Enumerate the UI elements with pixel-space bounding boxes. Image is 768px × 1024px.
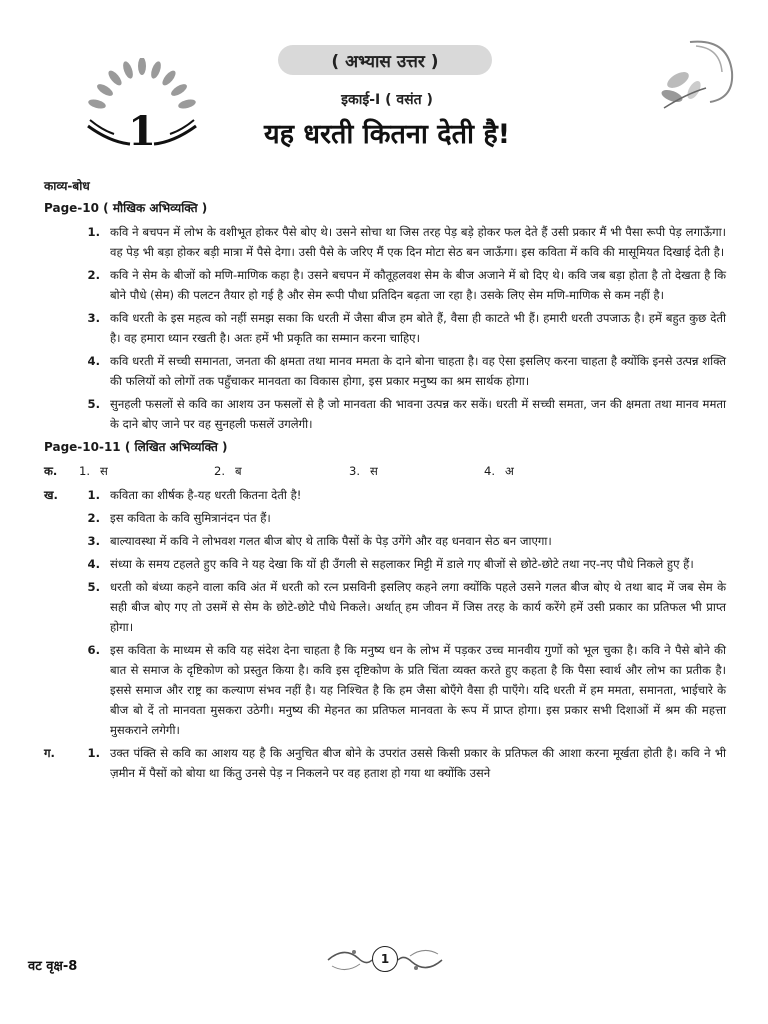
section-label: ख.	[44, 488, 58, 502]
mcq-answer: 4. अ	[483, 464, 514, 478]
written-answer	[44, 485, 726, 505]
unit-label: इकाई-I ( वसंत )	[341, 92, 433, 108]
answer-number: 5.	[87, 397, 100, 411]
answer-number: 3.	[87, 534, 100, 548]
oral-answer	[44, 394, 726, 434]
answer-text: कविता का शीर्षक है-यह धरती कितना देती है!	[110, 488, 302, 502]
page-heading-written: Page-10-11 ( लिखित अभिव्यक्ति )	[44, 440, 228, 454]
poem-title: यह धरती कितना देती है!	[263, 119, 511, 150]
answer-text: कवि ने बचपन में लोभ के वशीभूत होकर पैसे बोए थे। उसने सोचा था जिस तरह पेड़ बड़े होकर फल देते हैं उसी प्रकार मैं भी पैसा रूपी पेड़ लगाऊँगा। वह पेड़ भी बड़ा होकर बड़ी मात्रा में पैसे देगा। उसी पैसे के जरिए मैं एक दिन मोटा सेठ बन जाऊँगा। इस कविता में कवि की मासूमियत दिखाई देती है।	[110, 225, 726, 259]
answer-text: इस कविता के माध्यम से कवि यह संदेश देना चाहता है कि मनुष्य धन के लोभ में पड़कर उच्च मानवीय गुणों को भूल चुका है। कवि ने पैसे बोने की बात से समाज के दृष्टिकोण को प्रस्तुत किया है। कवि इस दृष्टिकोण के प्रति चिंता व्यक्त करते हुए कहता है कि पैसा स्वार्थ और लोभ का प्रतीक है। इससे समाज और राष्ट्र का कल्याण संभव नहीं है। यह निश्चित है कि हम जैसा बोएँगे वैसा ही पाएँगे। यदि धरती में हम ममता, समानता, भाईचारे के बीज बो दें तो मानवता मुसकरा उठेगी। मनुष्य की मेहनत का प्रतिफल मानवता के रूप में प्राप्त होगा। इस प्रकार सभी दिशाओं में श्रम की महत्ता मुसकराने लगेगी।	[110, 643, 726, 737]
answer-number: 2.	[87, 511, 100, 525]
answer-text: उक्त पंक्ति से कवि का आशय यह है कि अनुचित बीज बोने के उपरांत उससे किसी प्रकार के प्रतिफल की आशा करना मूर्खता होती है। कवि ने भी ज़मीन में पैसों को बोया था किंतु उनसे पेड़ न निकलने पर वह हताश हो गया था क्योंकि उसने	[110, 746, 726, 780]
oral-answer	[44, 265, 726, 305]
floral-ornament-icon	[650, 28, 742, 120]
answer-text: बाल्यावस्था में कवि ने लोभवश गलत बीज बोए थे ताकि पैसों के पेड़ उगेंगे और वह धनवान सेठ बन जाएगा।	[110, 534, 552, 548]
page-heading-oral: Page-10 ( मौखिक अभिव्यक्ति )	[44, 201, 208, 215]
written-answer	[44, 640, 726, 740]
answer-text: धरती को बंध्या कहने वाला कवि अंत में धरती को रत्न प्रसविनी इसलिए कहने लगा क्योंकि पहले उसने गलत बीज बोए थे तथा बाद में जब सेम के सही बीज बोए गए तो उसमें से सेम के छोटे-छोटे पौधे निकले। अर्थात् हम जीवन में जिस तरह के कार्य करेंगे हमें उसी प्रकार का प्रतिफल भी प्राप्त होगा।	[110, 580, 726, 634]
oral-answer	[44, 351, 726, 391]
page-number	[372, 946, 398, 972]
written-answer	[44, 531, 726, 551]
section-tag-text: ( अभ्यास उत्तर )	[331, 51, 439, 72]
answer-text: कवि ने सेम के बीजों को मणि-माणिक कहा है। उसने बचपन में कौतूहलवश सेम के बीज अजाने में बो दिए थे। कवि जब बड़ा होता है तो देखता है कि बोने पौधे (सेम) की पलटन तैयार हो गई है और सेम रूपी पौधा प्रतिदिन बढ़ता जा रहा है। उसके लिए सेम मणि-माणिक से कम नहीं है।	[110, 268, 726, 302]
answer-text: इस कविता के कवि सुमित्रानंदन पंत हैं।	[110, 511, 271, 525]
answer-number: 4.	[87, 354, 100, 368]
mcq-answer: 2. ब	[213, 464, 242, 478]
section-heading: काव्य-बोध	[44, 179, 90, 193]
book-name: वट वृक्ष-8	[28, 959, 78, 974]
chapter-number: 1	[128, 108, 156, 155]
answer-content	[44, 176, 726, 786]
answer-number: 6.	[87, 643, 100, 657]
written-answer	[44, 577, 726, 637]
answer-number: 3.	[87, 311, 100, 325]
oral-answer	[44, 308, 726, 348]
answer-text: कवि धरती में सच्ची समानता, जनता की क्षमता तथा मानव ममता के दाने बोना चाहता है। वह ऐसा इसलिए करना चाहता है क्योंकि इनसे उत्पन्न शक्ति की फलियों को लोगों तक पहुँचाकर मानवता का विकास होगा, इस प्रकार मनुष्य का श्रम सार्थक होगा।	[110, 354, 726, 388]
page-number-text: 1	[380, 952, 390, 966]
mcq-answers	[44, 461, 726, 481]
mcq-label: क.	[44, 464, 58, 478]
answer-number: 1.	[87, 225, 100, 239]
answer-text: संध्या के समय टहलते हुए कवि ने यह देखा कि यों ही उँगली से सहलाकर मिट्टी में डाले गए बीजों से छोटे-छोटे तथा नए-नए पौधे निकले हुए हैं।	[110, 557, 694, 571]
section-tag	[278, 45, 492, 75]
answer-text: कवि धरती के इस महत्व को नहीं समझ सका कि धरती में जैसा बीज हम बोते हैं, वैसा ही काटते भी हैं। हमारी धरती उपजाऊ है। हमें बहुत कुछ देती है। वह हमारा ध्यान रखती है। अतः हमें भी प्रकृति का सम्मान करना चाहिए।	[110, 311, 726, 345]
written-answer	[44, 508, 726, 528]
answer-number: 2.	[87, 268, 100, 282]
answer-number: 1.	[87, 488, 100, 502]
answer-number: 1.	[87, 746, 100, 760]
section-label: ग.	[44, 746, 55, 760]
written-answer	[44, 743, 726, 783]
answer-text: सुनहली फसलों से कवि का आशय उन फसलों से है जो मानवता की भावना उत्पन्न कर सकें। धरती में सच्ची समता, जन की क्षमता तथा मानव ममता के दाने बोए जाने पर वह सुनहली फसलें उगलेगी।	[110, 397, 726, 431]
mcq-answer: 3. स	[348, 464, 378, 478]
chapter-badge	[80, 58, 204, 168]
oral-answer	[44, 222, 726, 262]
mcq-answer: 1. स	[78, 464, 108, 478]
written-answer	[44, 554, 726, 574]
answer-number: 5.	[87, 580, 100, 594]
answer-number: 4.	[87, 557, 100, 571]
